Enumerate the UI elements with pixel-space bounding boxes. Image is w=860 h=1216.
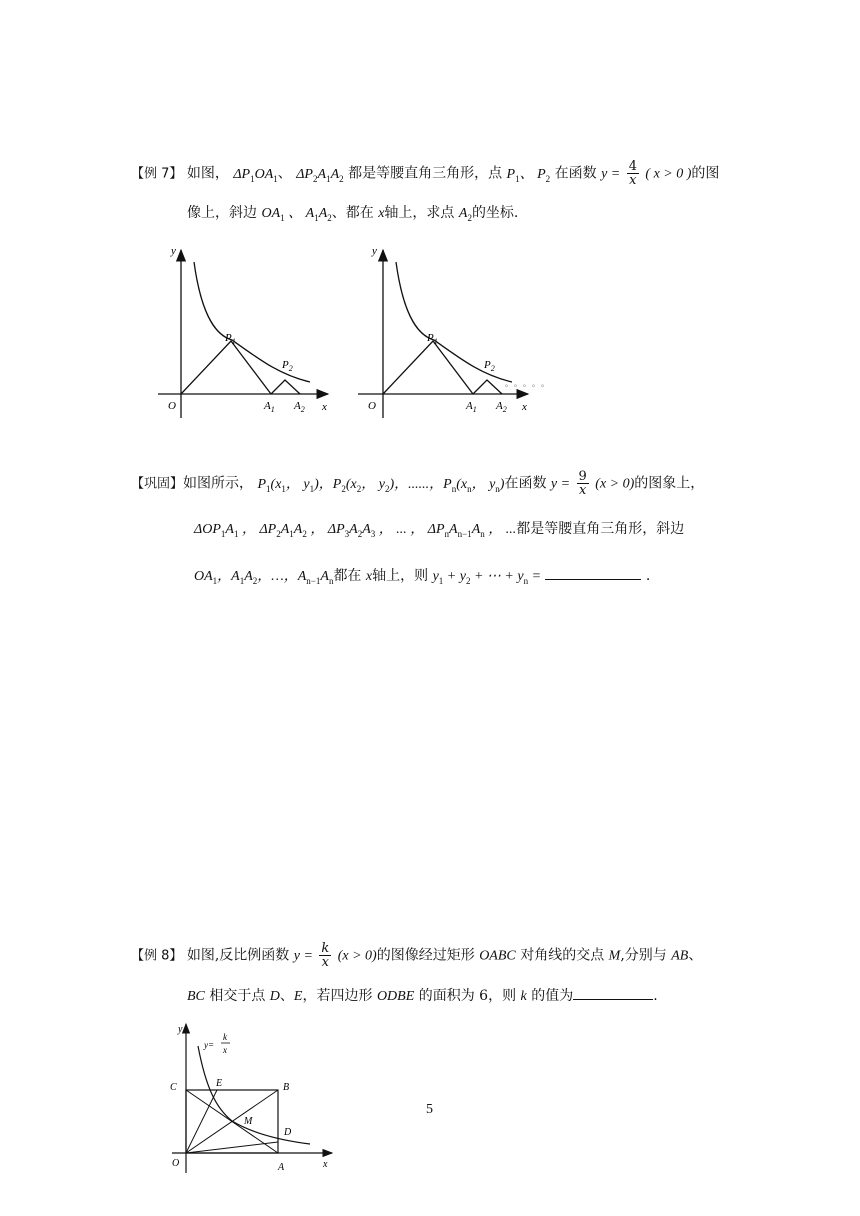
var-k: k (520, 989, 527, 1004)
points: $P_1$、 $P_2$ (506, 166, 551, 184)
graph-left (158, 245, 328, 418)
consolidation-line-3 (194, 565, 650, 586)
svg-text:O: O (368, 400, 376, 412)
graph-right (358, 245, 554, 418)
sum-expression: $y_1 + y_2$ + ⋯ + $y_n$ = (432, 569, 542, 586)
function-fraction: $\frac{4}{x}$ (628, 159, 637, 188)
consolidation-line-1 (131, 470, 704, 497)
text: 的面积为 6，则 (418, 988, 517, 1004)
text: 的坐标. (471, 205, 519, 221)
text: 像上，斜边 (187, 205, 257, 221)
triangle-2: $\Delta P_2A_1A_2$ (296, 166, 344, 184)
example-8-line-2 (187, 985, 658, 1005)
function-fraction: $\frac{k}{x}$ (321, 941, 330, 970)
text: 轴上，求点 (384, 205, 455, 221)
quad-name: ODBE (376, 989, 415, 1004)
svg-text:k: k (223, 1032, 227, 1042)
text: ,分别与 (620, 947, 667, 964)
example-tag: 【例 8】 (131, 948, 183, 964)
text: 的图像经过矩形 (376, 947, 475, 964)
text: 如图,反比例函数 (186, 947, 290, 964)
text: 都在 (333, 568, 362, 584)
svg-text:x: x (323, 1159, 328, 1170)
function-condition: (x > 0) (337, 948, 377, 964)
text: . (645, 568, 651, 584)
text: 都是等腰直角三角形，点 (348, 165, 503, 182)
example-tag: 【例 7】 (131, 166, 183, 182)
page-number: 5 (426, 1102, 433, 1117)
svg-text:P2: $P_2$ (484, 359, 495, 373)
svg-text:O: O (172, 1158, 180, 1169)
point-e: E (293, 989, 303, 1004)
text: 都是等腰直角三角形，斜边 (516, 521, 685, 537)
function-fraction: $\frac{9}{x}$ (578, 469, 587, 498)
point-sequence: $P_1(x_1$， $y_1$)，$P_2(x_2$， $y_2$)，......，$P_n(x_n$， $y_n$) (257, 476, 505, 494)
consolidation-tag: 【巩固】 (131, 476, 184, 492)
svg-text:P1: $P_1$ (225, 332, 236, 346)
hypotenuses: $OA_1$ 、 $A_1A_2$ (261, 206, 332, 223)
svg-text:O: O (168, 400, 176, 412)
function-condition: (x > 0) (595, 476, 635, 492)
example-7-figures (150, 240, 580, 425)
svg-text:x: x (322, 401, 327, 413)
triangle-sequence: $\Delta OP_1A_1$ ， $\Delta P_2A_1A_2$ ， $\Delta P_3A_2A_3$ ， ... ， $\Delta P_nA_{n-1}A_n$ ， ... (194, 522, 517, 539)
text: . (653, 988, 658, 1004)
answer-blank[interactable] (545, 578, 641, 580)
svg-text:A: A (278, 1162, 285, 1173)
svg-text:P1: $P_1$ (427, 332, 438, 346)
segment-bc: BC (187, 989, 205, 1004)
text: 在函数 (554, 165, 597, 182)
point-m: M (608, 948, 621, 964)
hypotenuse-sequence: $OA_1$，$A_1A_2$，…，$A_{n-1}A_n$ (194, 569, 334, 586)
text: 对角线的交点 (520, 947, 605, 964)
function-condition: ( x > 0 ) (645, 166, 692, 182)
text: 如图所示， (183, 475, 254, 492)
text: 轴上，则 (372, 568, 429, 584)
text: 、 (688, 947, 703, 964)
svg-text:x: x (223, 1045, 227, 1055)
answer-blank[interactable] (573, 998, 653, 1000)
function-lhs: y = (550, 476, 571, 492)
function-lhs: y = (293, 948, 313, 964)
text: 在函数 (504, 475, 547, 492)
svg-text:D: D (284, 1127, 292, 1138)
example-7-line-2 (187, 202, 518, 223)
var-x: x (378, 206, 385, 221)
svg-text:C: C (170, 1082, 177, 1093)
text: 的值为 (531, 988, 574, 1004)
rect-name: OABC (479, 948, 516, 964)
var-x: x (365, 569, 373, 584)
text: ，若四边形 (302, 988, 373, 1004)
svg-text:A2: $A_2$ (496, 400, 507, 414)
text: 、 (277, 165, 292, 182)
example-8-figure (160, 1018, 340, 1178)
svg-text:y=: y= (204, 1040, 215, 1050)
function-lhs: y = (601, 166, 621, 182)
text: 相交于点 (209, 988, 266, 1004)
consolidation-line-2 (194, 518, 684, 539)
example-8-line-1 (131, 942, 702, 969)
svg-text:E: E (216, 1078, 223, 1089)
svg-text:x: x (522, 401, 527, 413)
point-d: D (269, 989, 280, 1004)
point-a2: $A_2$ (458, 206, 472, 223)
triangle-1: $\Delta P_1OA_1$ (233, 166, 278, 184)
text: 如图， (186, 165, 229, 182)
text: 、都在 (331, 205, 374, 221)
segment-ab: AB (671, 948, 689, 964)
svg-text:B: B (283, 1082, 290, 1093)
svg-text:y: y (171, 245, 176, 257)
svg-text:。。。。。: 。。。。。 (505, 379, 554, 388)
svg-text:y: y (178, 1024, 183, 1035)
text: 的图 (691, 165, 720, 182)
svg-text:P2: $P_2$ (282, 359, 293, 373)
svg-text:A1: $A_1$ (466, 400, 477, 414)
text: 的图象上， (634, 475, 705, 492)
text: 、 (279, 988, 294, 1004)
example-7-line-1 (131, 160, 719, 187)
svg-text:M: M (244, 1116, 253, 1127)
svg-text:y: y (372, 245, 377, 257)
svg-text:A2: $A_2$ (294, 400, 305, 414)
svg-text:A1: $A_1$ (264, 400, 275, 414)
